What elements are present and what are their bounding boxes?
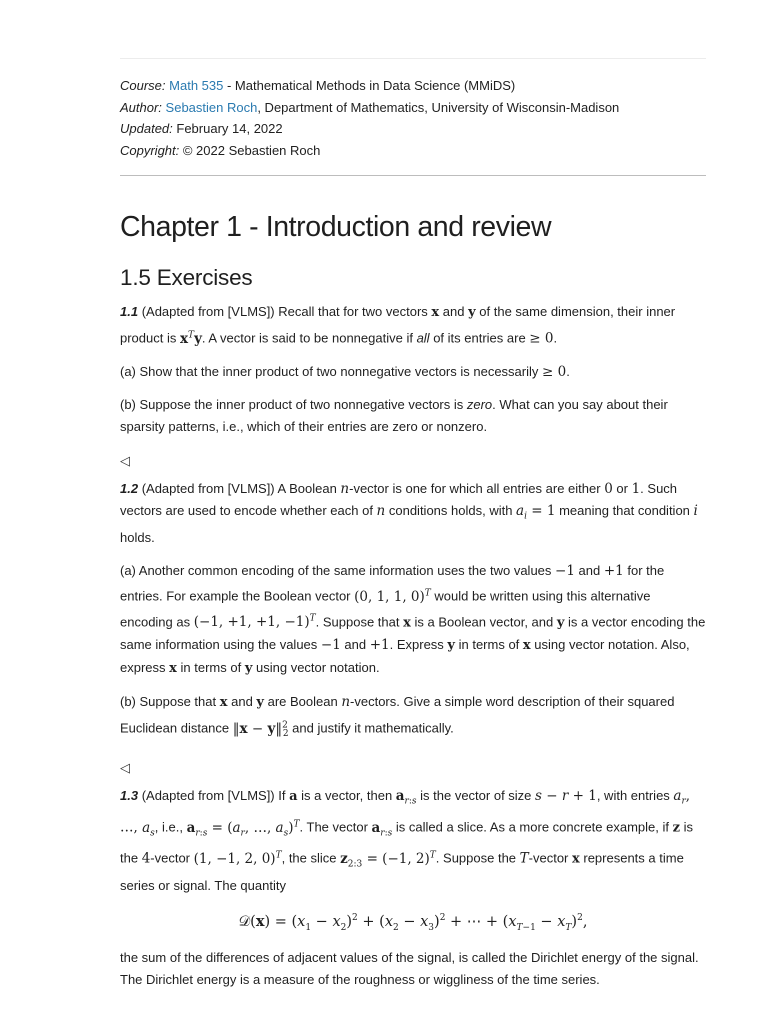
text: . What can you say about their sparsity patterns, i.e., which of their entries are zero or nonzero. — [120, 396, 668, 434]
text: and — [227, 694, 257, 710]
text: is called a slice. As a more concrete example, if — [392, 819, 673, 835]
text: is the — [120, 819, 694, 866]
chapter-title: Chapter 1 - Introduction and review — [120, 211, 552, 243]
math: n — [341, 694, 351, 711]
math: x — [219, 695, 228, 711]
math: +1 — [369, 637, 390, 654]
math: y — [244, 661, 253, 677]
course-rest: - Mathematical Methods in Data Science (MMiDS) — [223, 78, 516, 93]
text: and — [574, 563, 604, 579]
text: represents a time series or signal. The quantity — [120, 850, 684, 894]
math: 0 — [604, 480, 613, 497]
course-link[interactable]: Math 535 — [169, 78, 224, 93]
updated-value: February 14, 2022 — [172, 121, 283, 136]
exercise-number: 1.3 — [120, 788, 139, 804]
exercise-1-1-part-b — [120, 394, 706, 438]
math: (1, −1, 2, 0)$^T$ — [193, 850, 282, 867]
math: $z_{2:3} = (-1$, 2)$^T$ — [340, 850, 436, 870]
exercise-1-3-after: the sum of the differences of adjacent values of the signal, is called the Dirichlet energy of the signal. The Dirichlet energy is a measure of the roughness or wiggliness of the time series. — [120, 950, 699, 988]
dirichlet-energy-equation: 𝒟(x) = $(x_1 - x_2)^2 + (x_2 - x_3)^2$ + ⋯ + $(x_{T-1} - x_T)^2$, — [238, 913, 588, 934]
text: is a vector, then — [297, 788, 396, 804]
emphasis: all — [416, 330, 430, 346]
author-key: Author: — [120, 99, 162, 115]
text: of the same dimension, their inner product is — [120, 304, 676, 346]
text: and — [439, 304, 469, 319]
exercise-1-2-part-b — [120, 691, 706, 745]
text: . Suppose that — [315, 614, 404, 630]
math: y — [256, 695, 264, 711]
text: in terms of — [454, 637, 523, 653]
text: conditions holds, with — [385, 502, 517, 518]
end-of-exercise-marker: ◁ — [120, 760, 130, 776]
math: n — [340, 480, 350, 497]
math: x — [169, 661, 177, 677]
math: (−1, +1, +1, −1)$^T$ — [193, 613, 316, 631]
math: $a_{r:s} = (a_r$, …, $a_s)^T$ — [186, 819, 300, 839]
text: , i.e., — [154, 819, 187, 835]
text: of its entries are — [429, 330, 530, 346]
math: −1 — [555, 563, 575, 580]
text: . Suppose the — [435, 850, 520, 866]
text: are Boolean — [263, 694, 342, 710]
math: T — [519, 850, 529, 867]
text: is the vector of size — [416, 788, 536, 804]
math: ≥ 0 — [542, 363, 567, 380]
text: (a) Show that the inner product of two nonnegative vectors is necessarily — [120, 363, 542, 379]
author-line — [120, 97, 706, 119]
section-divider — [120, 175, 706, 176]
exercise-1-2-part-a — [120, 560, 706, 680]
copyright-line — [120, 140, 706, 162]
math: y — [468, 305, 476, 320]
author-rest: , Department of Mathematics, University of Wisconsin-Madison — [257, 99, 620, 115]
text: for the entries. For example the Boolean vector — [120, 563, 665, 604]
metadata-block — [120, 75, 706, 161]
math: s − r + 1 — [535, 788, 597, 805]
author-link[interactable]: Sebastien Roch — [165, 99, 258, 115]
course-key: Course: — [120, 78, 166, 93]
exercise-1-1-intro: 1.1 (Adapted from [VLMS]) Recall that for two vectors x and y of the same dimension, their inner product is $x^Ty$. A vector is said to be nonnegative if all of its entries are ≥ 0. — [120, 304, 676, 347]
text: , the slice — [281, 850, 341, 866]
text: or — [612, 480, 632, 496]
content — [120, 58, 706, 991]
text: using vector notation. — [252, 660, 380, 676]
exercise-1-1-part-a: (a) Show that the inner product of two nonnegative vectors is necessarily ≥ 0. — [120, 363, 570, 380]
text: (b) Suppose that — [120, 694, 220, 710]
text: -vectors. Give a simple word description of their squared Euclidean distance — [120, 694, 675, 736]
exercise-1-2-intro — [120, 478, 706, 550]
text: -vector is one for which all entries are either — [349, 480, 605, 496]
math: $a_{r:s}$ — [371, 819, 393, 839]
math: i — [693, 502, 698, 519]
math: $a_r$, …, $a_s$ — [120, 788, 691, 839]
text: . Express — [389, 637, 448, 653]
text: . Such vectors are used to encode whether each of — [120, 480, 678, 518]
text: (a) Another common encoding of the same information uses the two values — [120, 563, 556, 579]
math: $x^Ty$ — [179, 330, 202, 347]
text: . The vector — [299, 819, 372, 835]
math: a — [289, 789, 298, 805]
updated-key: Updated: — [120, 121, 173, 136]
text: (Adapted from [VLMS]) If — [138, 788, 290, 804]
math: $a_i = 1$ — [516, 502, 556, 522]
copyright-value: © 2022 Sebastien Roch — [179, 142, 321, 158]
text: , with entries — [596, 788, 674, 804]
text: -vector — [150, 850, 194, 866]
math: y — [556, 615, 565, 631]
end-of-exercise-marker: ◁ — [120, 452, 130, 468]
course-line — [120, 75, 706, 97]
updated-line — [120, 118, 706, 140]
text: (Adapted from [VLMS]) A Boolean — [138, 480, 341, 496]
math: ≥ 0 — [529, 330, 554, 347]
text: -vector — [528, 850, 572, 866]
math: n — [376, 502, 386, 519]
section-title: 1.5 Exercises — [120, 265, 253, 290]
text: in terms of — [176, 660, 245, 676]
math: ‖x − y‖$^2_2$ — [232, 720, 289, 740]
exercise-number: 1.1 — [120, 304, 139, 319]
math: x — [522, 638, 531, 654]
math: x — [431, 305, 440, 320]
copyright-key: Copyright: — [120, 142, 180, 158]
exercise-number: 1.2 — [120, 480, 139, 496]
text: using vector notation. Also, express — [120, 637, 690, 676]
math: x — [403, 615, 411, 631]
text: and justify it mathematically. — [288, 720, 454, 736]
text: meaning that condition — [555, 502, 694, 518]
emphasis: zero — [466, 396, 493, 412]
text: (b) Suppose the inner product of two nonnegative vectors is — [120, 396, 467, 412]
math: +1 — [603, 563, 624, 580]
math: x — [572, 851, 580, 867]
math: 1 — [631, 480, 641, 497]
math: −1 — [320, 637, 341, 654]
math: y — [447, 638, 455, 654]
text: is a Boolean vector, and — [410, 614, 557, 630]
text: (Adapted from [VLMS]) Recall that for two vectors — [138, 304, 432, 319]
top-divider — [120, 58, 706, 59]
text: . A vector is said to be nonnegative if — [201, 330, 417, 346]
text: and — [340, 637, 370, 653]
math: 4 — [141, 850, 151, 867]
text: is a vector encoding the same information using the values — [120, 614, 706, 653]
exercise-1-3-intro — [120, 785, 706, 897]
math: (0, 1, 1, 0)$^T$ — [354, 588, 431, 605]
math: z — [672, 820, 681, 836]
text: would be written using this alternative encoding as — [120, 588, 651, 630]
text: holds. — [120, 530, 155, 546]
math: $a_{r:s}$ — [395, 788, 417, 808]
